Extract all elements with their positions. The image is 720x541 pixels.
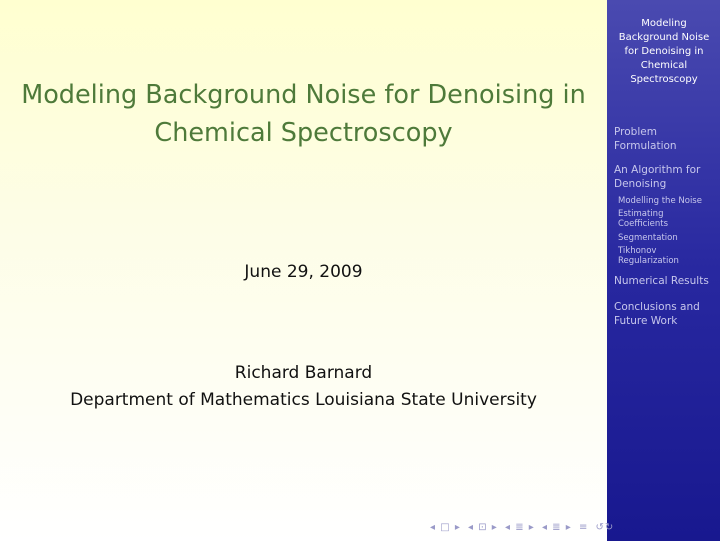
slide-title: Modeling Background Noise for Denoising in Chemical Spectroscopy: [21, 80, 586, 148]
nav-subsection-icon[interactable]: ◂ ⊡ ▸: [468, 522, 498, 533]
slide-date: June 29, 2009: [244, 262, 363, 282]
author-block: [0, 360, 607, 414]
nav-align-icon[interactable]: ≡: [578, 522, 589, 533]
nav-section-icon[interactable]: ◂ ≣ ▸: [505, 522, 535, 533]
navigation-bar: [430, 522, 615, 536]
sidebar-subitem-tikhonov[interactable]: Tikhonov Regularization: [618, 246, 679, 266]
nav-search-icon[interactable]: ↺↻: [595, 522, 615, 533]
sidebar-subitem-segmentation[interactable]: Segmentation: [618, 233, 678, 243]
sidebar-subitem-estimating-coefficients[interactable]: Estimating Coefficients: [618, 209, 668, 229]
sidebar-title[interactable]: Modeling Background Noise for Denoising in Chemical Spectroscopy: [618, 18, 710, 85]
sidebar-item-algorithm[interactable]: An Algorithm for Denoising: [614, 164, 701, 190]
author-affiliation: Department of Mathematics Louisiana State University: [70, 390, 537, 410]
author-name: Richard Barnard: [234, 363, 373, 383]
nav-frame-icon[interactable]: ◂ □ ▸: [430, 522, 461, 533]
sidebar-item-numerical-results[interactable]: Numerical Results: [614, 275, 709, 287]
sidebar-item-problem-formulation[interactable]: Problem Formulation: [614, 126, 677, 152]
sidebar-subitem-modelling-noise[interactable]: Modelling the Noise: [618, 196, 702, 206]
nav-document-icon[interactable]: ◂ ≣ ▸: [541, 522, 572, 533]
sidebar-item-conclusions[interactable]: Conclusions and Future Work: [614, 301, 700, 327]
